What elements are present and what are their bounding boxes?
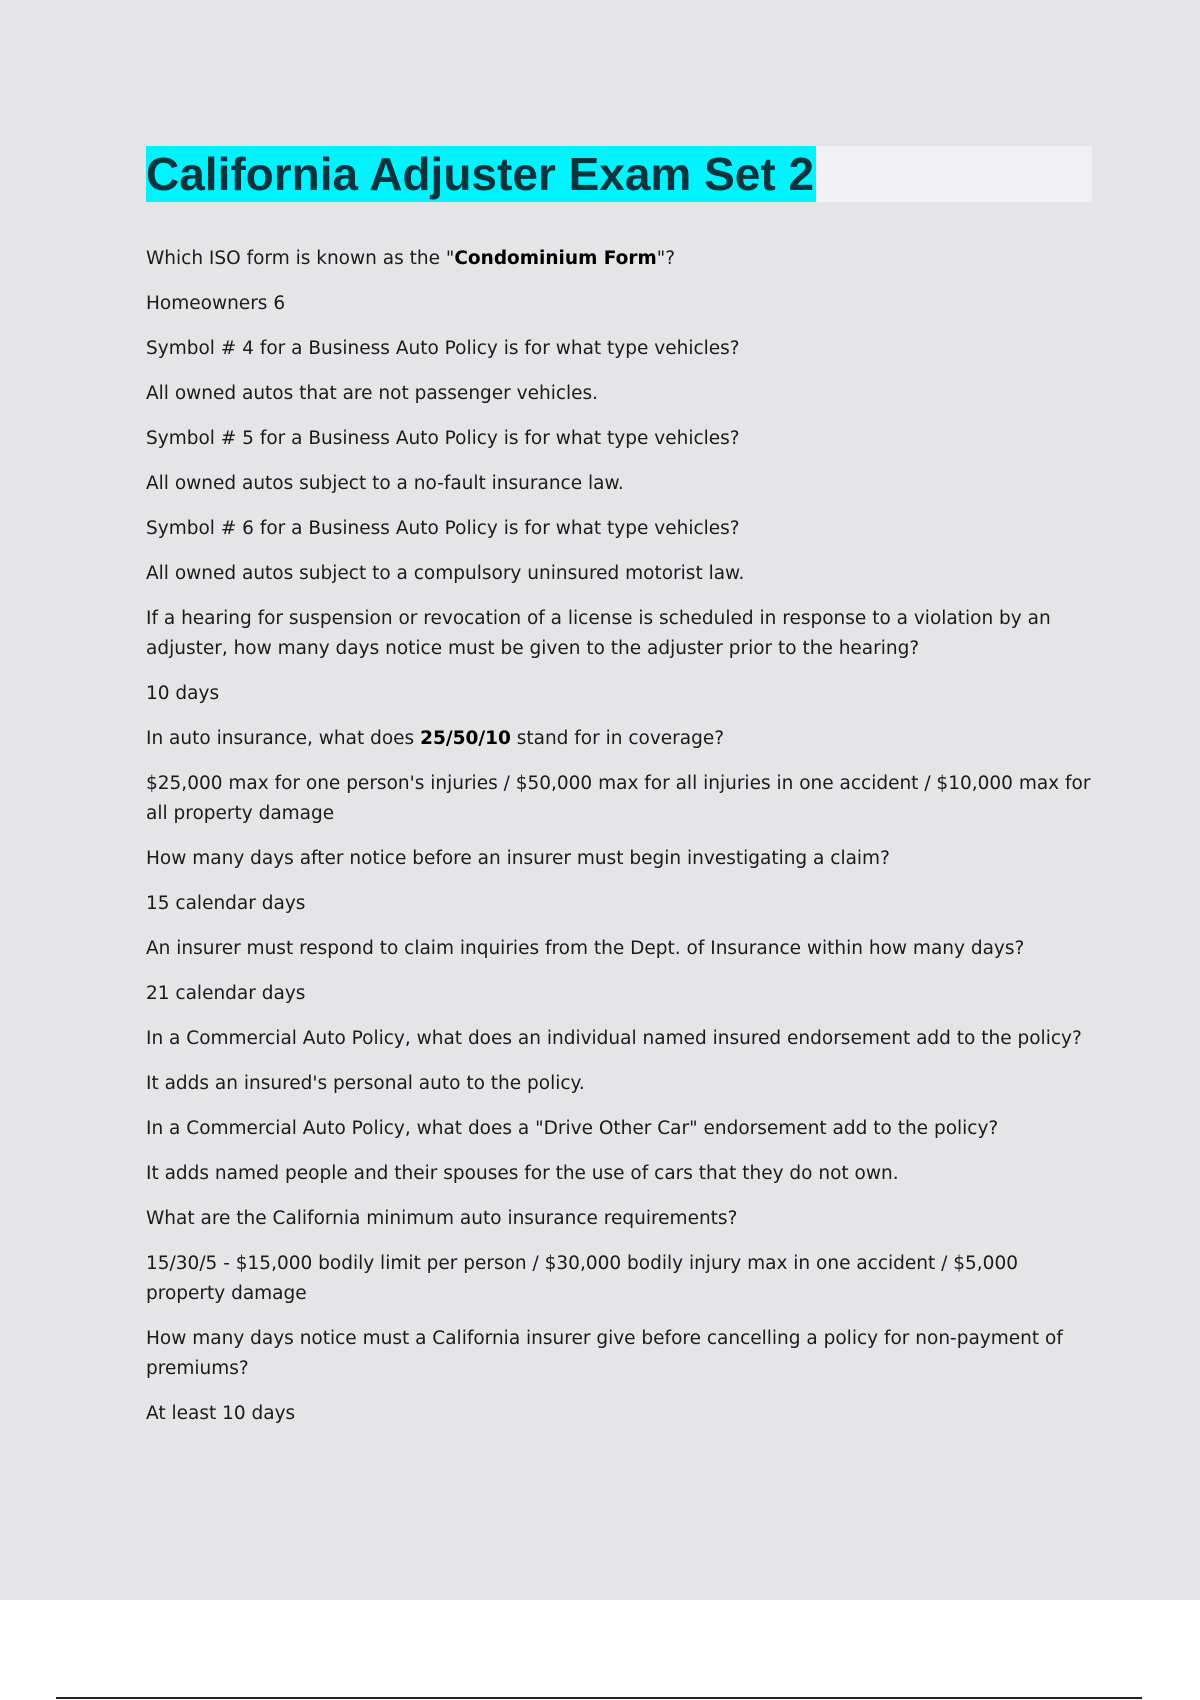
list-item: In a Commercial Auto Policy, what does an individual named insured endorsement add to the policy? (146, 1028, 1082, 1049)
list-item: What are the California minimum auto insurance requirements? (146, 1208, 738, 1229)
list-item: 21 calendar days (146, 983, 306, 1004)
list-item: An insurer must respond to claim inquiries from the Dept. of Insurance within how many days? (146, 938, 1025, 959)
list-item: Symbol # 5 for a Business Auto Policy is for what type vehicles? (146, 428, 740, 449)
list-item: Which ISO form is known as the "Condominium Form"? (146, 248, 676, 269)
list-item: 15/30/5 - $15,000 bodily limit per person / $30,000 bodily injury max in one accident / $5,000 property damage (146, 1253, 1018, 1304)
list-item: 15 calendar days (146, 893, 306, 914)
list-item: All owned autos that are not passenger vehicles. (146, 383, 599, 404)
qa-list (146, 244, 1091, 1444)
list-item: $25,000 max for one person's injuries / $50,000 max for all injuries in one accident / $10,000 max for all property damage (146, 773, 1091, 824)
list-item: In auto insurance, what does 25/50/10 stand for in coverage? (146, 728, 725, 749)
list-item: How many days notice must a California insurer give before cancelling a policy for non-payment of premiums? (146, 1328, 1063, 1379)
list-item: Symbol # 4 for a Business Auto Policy is for what type vehicles? (146, 338, 740, 359)
list-item: Homeowners 6 (146, 293, 286, 314)
list-item: All owned autos subject to a no-fault insurance law. (146, 473, 624, 494)
list-item: In a Commercial Auto Policy, what does a "Drive Other Car" endorsement add to the policy? (146, 1118, 999, 1139)
list-item: It adds an insured's personal auto to the policy. (146, 1073, 585, 1094)
list-item: If a hearing for suspension or revocation of a license is scheduled in response to a violation by an adjuster, how many days notice must be given to the adjuster prior to the hearing? (146, 608, 1051, 659)
list-item: At least 10 days (146, 1403, 296, 1424)
footer-rule (56, 1697, 1142, 1699)
list-item: All owned autos subject to a compulsory uninsured motorist law. (146, 563, 745, 584)
list-item: 10 days (146, 683, 220, 704)
list-item: How many days after notice before an insurer must begin investigating a claim? (146, 848, 890, 869)
document-title: California Adjuster Exam Set 2 (146, 148, 815, 200)
list-item: Symbol # 6 for a Business Auto Policy is for what type vehicles? (146, 518, 740, 539)
list-item: It adds named people and their spouses for the use of cars that they do not own. (146, 1163, 899, 1184)
